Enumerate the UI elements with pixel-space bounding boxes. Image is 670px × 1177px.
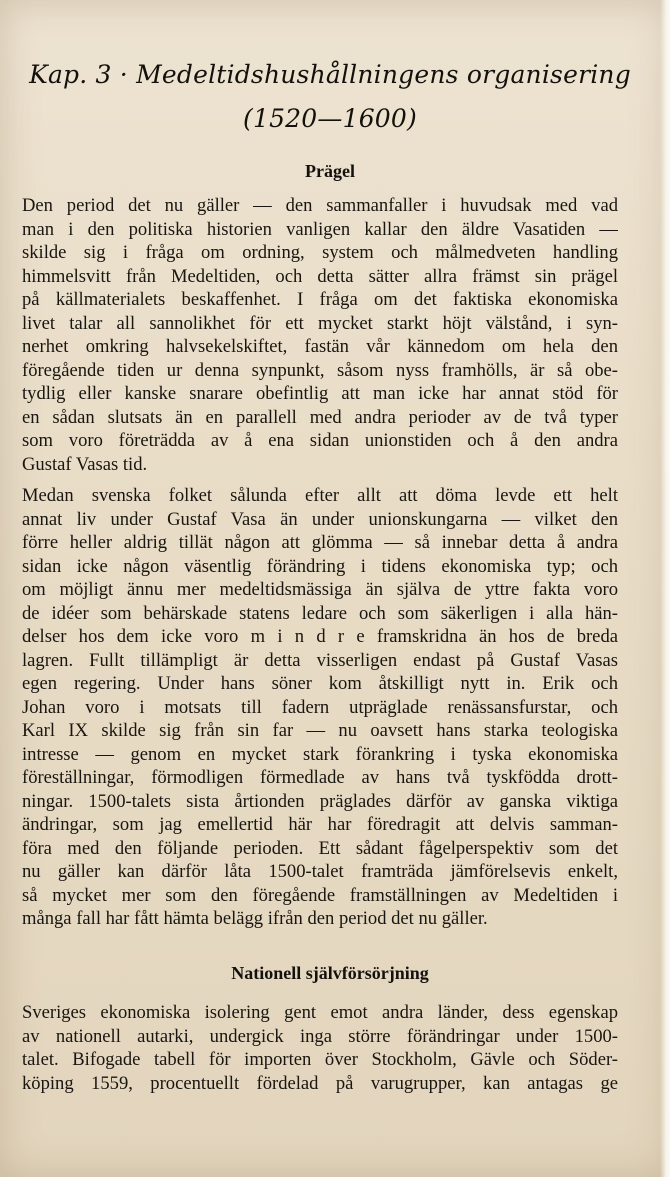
text-line: Gustaf Vasas tid. (22, 453, 148, 475)
text-line: så mycket mer som den föregående framställningen av Medeltiden i (22, 884, 618, 906)
text-line: Karl IX skilde sig från sin far — nu oavsett hans starka teologiska (22, 720, 618, 741)
section-heading-pragel: Prägel (305, 161, 355, 181)
text-line: föregående tiden ur denna synpunkt, såsom nyss framhölls, är så obe- (22, 359, 618, 381)
text-line: delser hos dem icke voro m i n d r e framskridna än hos de breda (22, 626, 618, 647)
text-line: som voro företrädda av å ena sidan unionstiden och å den andra (22, 430, 618, 451)
chapter-title-line-2: (1520—1600) (243, 104, 417, 133)
chapter-title (0, 58, 660, 136)
text-line: livet talar all sannolikhet för ett mycket starkt höjt välstånd, i syn- (22, 312, 618, 334)
text-line: sidan icke någon väsentlig förändring i tidens ekonomiska typ; och (22, 555, 618, 577)
section-heading-nationell-sjalvforsorjning: Nationell självförsörjning (231, 963, 429, 983)
text-line: nu gäller kan därför låta 1500-talet framträda jämförelsevis enkelt, (22, 861, 618, 882)
text-line: annat liv under Gustaf Vasa än under unionskungarna — vilket den (22, 508, 618, 530)
text-line: talet. Bifogade tabell för importen över Stockholm, Gävle och Söder- (22, 1049, 618, 1070)
text-line: lagren. Fullt tillämpligt är detta visserligen endast på Gustaf Vasas (22, 649, 618, 671)
paragraph-3 (22, 1001, 618, 1095)
text-line: på källmaterialets beskaffenhet. I fråga om det faktiska ekonomiska (22, 289, 618, 310)
text-line: skilde sig i fråga om ordning, system och målmedveten handling (22, 242, 618, 263)
text-line: köping 1559, procentuellt fördelad på varugrupper, kan antagas ge (22, 1072, 618, 1094)
text-line: de idéer som behärskade statens ledare och som säkerligen i alla hän- (22, 602, 618, 624)
page-edge (660, 0, 670, 1177)
text-line: Sveriges ekonomiska isolering gent emot andra länder, dess egenskap (22, 1002, 618, 1023)
text-line: Medan svenska folket sålunda efter allt att döma levde ett helt (22, 485, 618, 506)
text-line: föreställningar, förmodligen förmedlade av hans två tyskfödda drott- (22, 767, 618, 788)
text-line: nerhet omkring halvsekelskiftet, fastän vår kännedom om hela den (22, 336, 618, 357)
text-line: himmelsvitt från Medeltiden, och detta sätter allra främst sin prägel (22, 265, 618, 287)
text-line: egen regering. Under hans söner kom åtskilligt nytt in. Erik och (22, 673, 618, 694)
text-line: många fall har fått hämta belägg ifrån den period det nu gäller. (22, 908, 488, 929)
text-line: Johan voro i motsats till fadern utpräglade renässansfurstar, och (22, 696, 618, 718)
text-line: av nationell autarki, undergick inga större förändringar under 1500- (22, 1025, 618, 1047)
text-line: ningar. 1500-talets sista årtionden präglades därför av ganska viktiga (22, 790, 618, 812)
text-line: en sådan slutsats än en parallell med andra perioder av de två typer (22, 406, 618, 428)
text-line: förre heller aldrig tillät någon att glömma — så innebar detta å andra (22, 532, 618, 553)
text-line: om möjligt ännu mer medeltidsmässiga än själva de yttre fakta voro (22, 579, 618, 600)
text-line: ändringar, som jag emellertid här har föredragit att delvis samman- (22, 814, 618, 835)
text-line: föra med den följande perioden. Ett sådant fågelperspektiv som det (22, 837, 618, 859)
chapter-title-line-1: Kap. 3 · Medeltidshushållningens organisering (29, 60, 631, 89)
text-line: intresse — genom en mycket stark förankring i tyska ekonomiska (22, 743, 618, 765)
text-line: tydlig eller kanske snarare obefintlig att man icke har annat stöd för (22, 383, 618, 404)
paragraph-2 (22, 484, 618, 931)
text-line: man i den politiska historien vanligen kallar den äldre Vasatiden — (22, 218, 618, 240)
paragraph-1 (22, 194, 618, 476)
text-line: Den period det nu gäller — den sammanfaller i huvudsak med vad (22, 195, 618, 216)
